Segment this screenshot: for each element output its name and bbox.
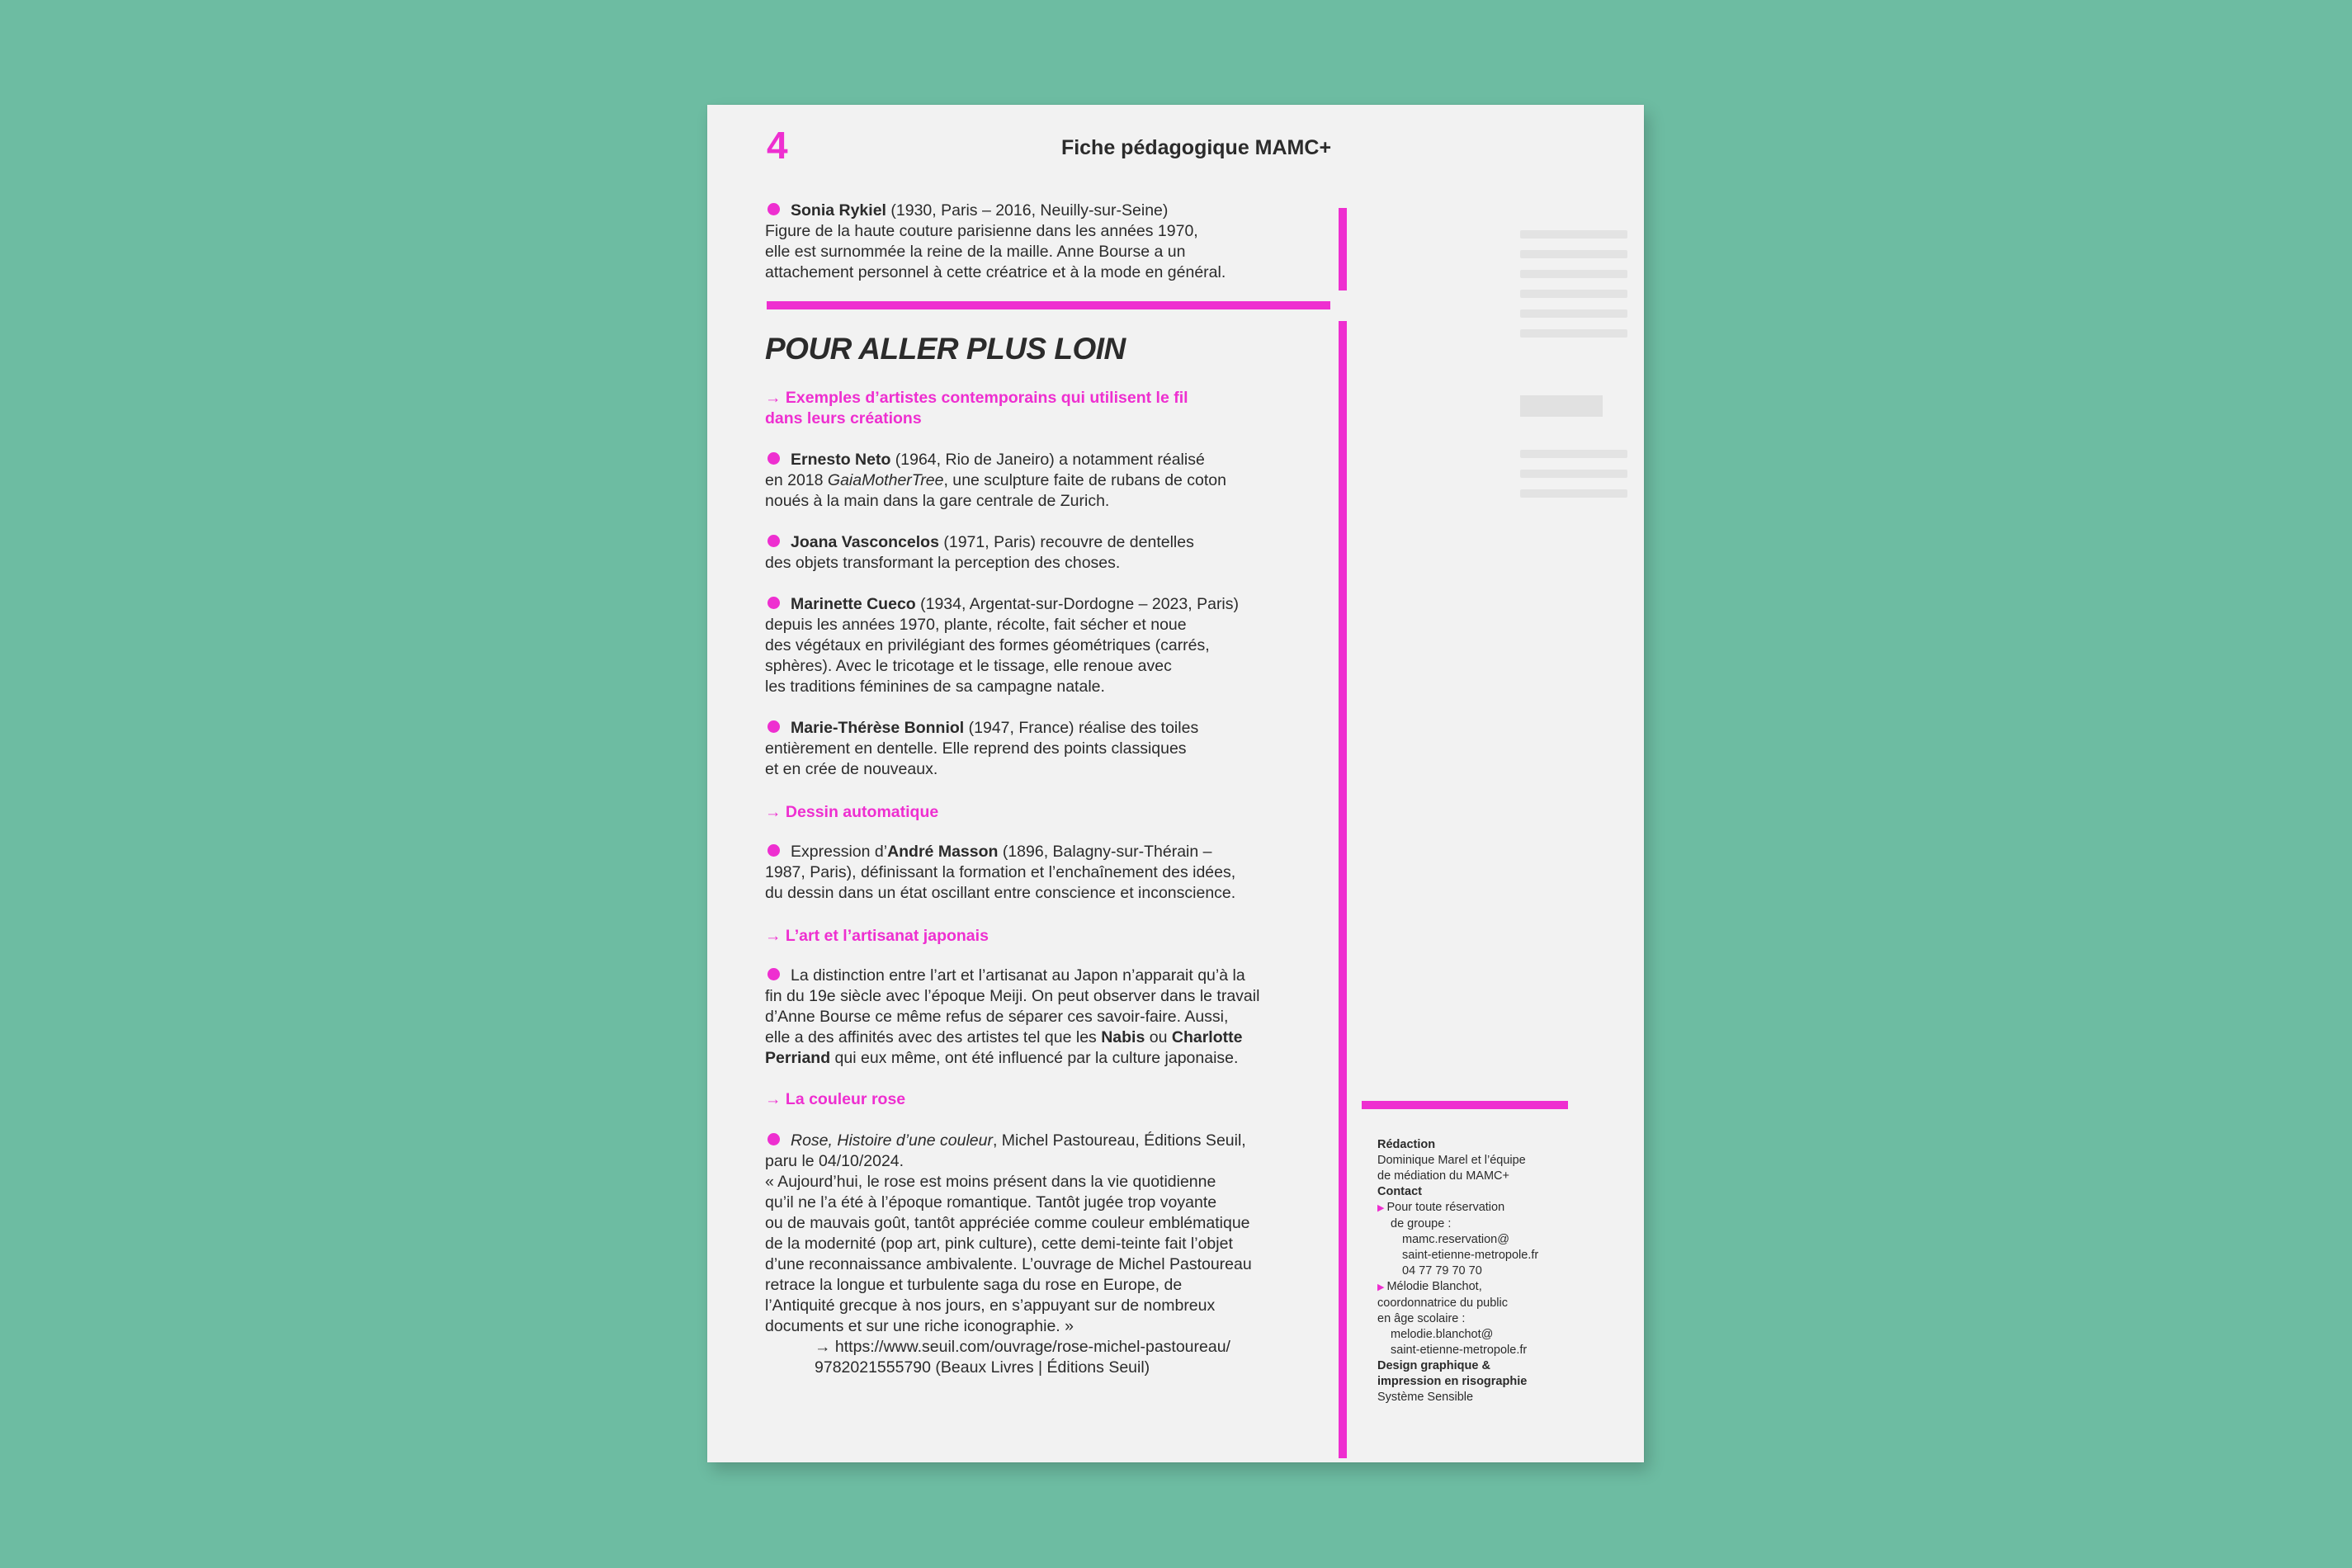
email-link[interactable]: melodie.blanchot@ [1391,1328,1494,1341]
book-link[interactable]: → https://www.seuil.com/ouvrage/rose-michel-pastoureau/ [815,1338,1230,1356]
book-entry: Rose, Histoire d’une couleur, Michel Pastoureau, Éditions Seuil, paru le 04/10/2024. « Aujourd’hui, le rose est moins présent dans la vie quotidienne qu’il ne l’a été à l’époque romantique. Tantôt jugée trop voyante ou de mauvais goût, tantôt appréciée comme couleur emblématique de la modernité (pop art, pink culture), cette demi-teinte fait l’objet d’une reconnaissance ambivalente. L’ouvrage de Michel Pastoureau retrace la longue et turbulente saga du rose en Europe, de l’Antiquité grecque à nos jours, en s’appuyant sur de nombreux documents et sur une riche iconographie. » → https://www.seuil.com/ouvrage/rose-michel-pastoureau/ 9782021555790 (Beaux Livres | Éditions Seuil) [765,1131,1326,1378]
artist-entry: Joana Vasconcelos (1971, Paris) recouvre de dentelles des objets transformant la perception des choses. [765,533,1194,572]
horizontal-rule-intro [767,301,1330,309]
artist-entry: Expression d’André Masson (1896, Balagny-sur-Thérain – 1987, Paris), définissant la formation et l’enchaînement des idées, du dessin dans un état oscillant entre conscience et inconscience. [765,843,1236,902]
page-number: 4 [767,124,788,167]
text-entry: La distinction entre l’art et l’artisanat au Japon n’apparait qu’à la fin du 19e siècle avec l’époque Meiji. On peut observer dans le travail d’Anne Bourse ce même refus de séparer ces savoir-faire. Aussi, elle a des affinités avec des artistes tel que les Nabis ou Charlotte Perriand qui eux même, ont été influencé par la culture japonaise. [765,966,1260,1067]
triangle-bullet-icon: ▶ [1377,1203,1385,1213]
bullet-dot-icon [767,1133,780,1145]
bullet-dot-icon [767,844,780,857]
horizontal-rule-sidebar [1362,1101,1568,1109]
artist-entry: Marinette Cueco (1934, Argentat-sur-Dordogne – 2023, Paris) depuis les années 1970, plante, récolte, fait sécher et noue des végétaux en privilégiant des formes géométriques (carrés, sphères). Avec le tricotage et le tissage, elle renoue avec les traditions féminines de sa campagne natale. [765,595,1240,696]
artist-entry: Ernesto Neto (1964, Rio de Janeiro) a notamment réalisé en 2018 GaiaMotherTree, une sculpture faite de rubans de coton noués à la main dans la gare centrale de Zurich. [765,451,1227,510]
bullet-dot-icon [767,720,780,733]
section-title: POUR ALLER PLUS LOIN [765,332,1126,366]
document-page [707,105,1644,1462]
bullet-dot-icon [767,452,780,465]
bullet-dot-icon [767,968,780,980]
triangle-bullet-icon: ▶ [1377,1282,1385,1292]
vertical-rule-main [1339,321,1347,1196]
category-heading: → L’art et l’artisanat japonais [765,927,989,945]
phone-number: 04 77 79 70 70 [1402,1264,1482,1278]
show-through-text [1520,219,1627,509]
bullet-dot-icon [767,535,780,547]
bullet-dot-icon [767,203,780,215]
category-heading: → La couleur rose [765,1090,906,1108]
artist-entry: Marie-Thérèse Bonniol (1947, France) réalise des toiles entièrement en dentelle. Elle reprend des points classiques et en crée de nouveaux. [765,719,1199,778]
intro-entry: Sonia Rykiel (1930, Paris – 2016, Neuilly-sur-Seine) Figure de la haute couture parisienne dans les années 1970, elle est surnommée la reine de la maille. Anne Bourse a un attachement personnel à cette créatrice et à la mode en général. [765,201,1226,281]
vertical-rule-top [1339,208,1347,290]
email-link[interactable]: mamc.reservation@ [1402,1233,1509,1246]
category-heading: → Dessin automatique [765,803,939,821]
credits-sidebar: Rédaction Dominique Marel et l’équipe de médiation du MAMC+ Contact ▶ Pour toute réservation de groupe : mamc.reservation@ saint-etienne-metropole.fr 04 77 79 70 70 ▶ Mélodie Blanchot, coordonnatrice du public en âge scolaire : melodie.blanchot@ saint-etienne-metropole.fr Design graphique & impression en risographie Système Sensible [1377,1137,1575,1405]
category-heading: → Exemples d’artistes contemporains qui utilisent le fil dans leurs créations [765,389,1188,427]
vertical-rule-bottom [1339,1120,1347,1458]
bullet-dot-icon [767,597,780,609]
page-title: Fiche pédagogique MAMC+ [1060,136,1332,159]
